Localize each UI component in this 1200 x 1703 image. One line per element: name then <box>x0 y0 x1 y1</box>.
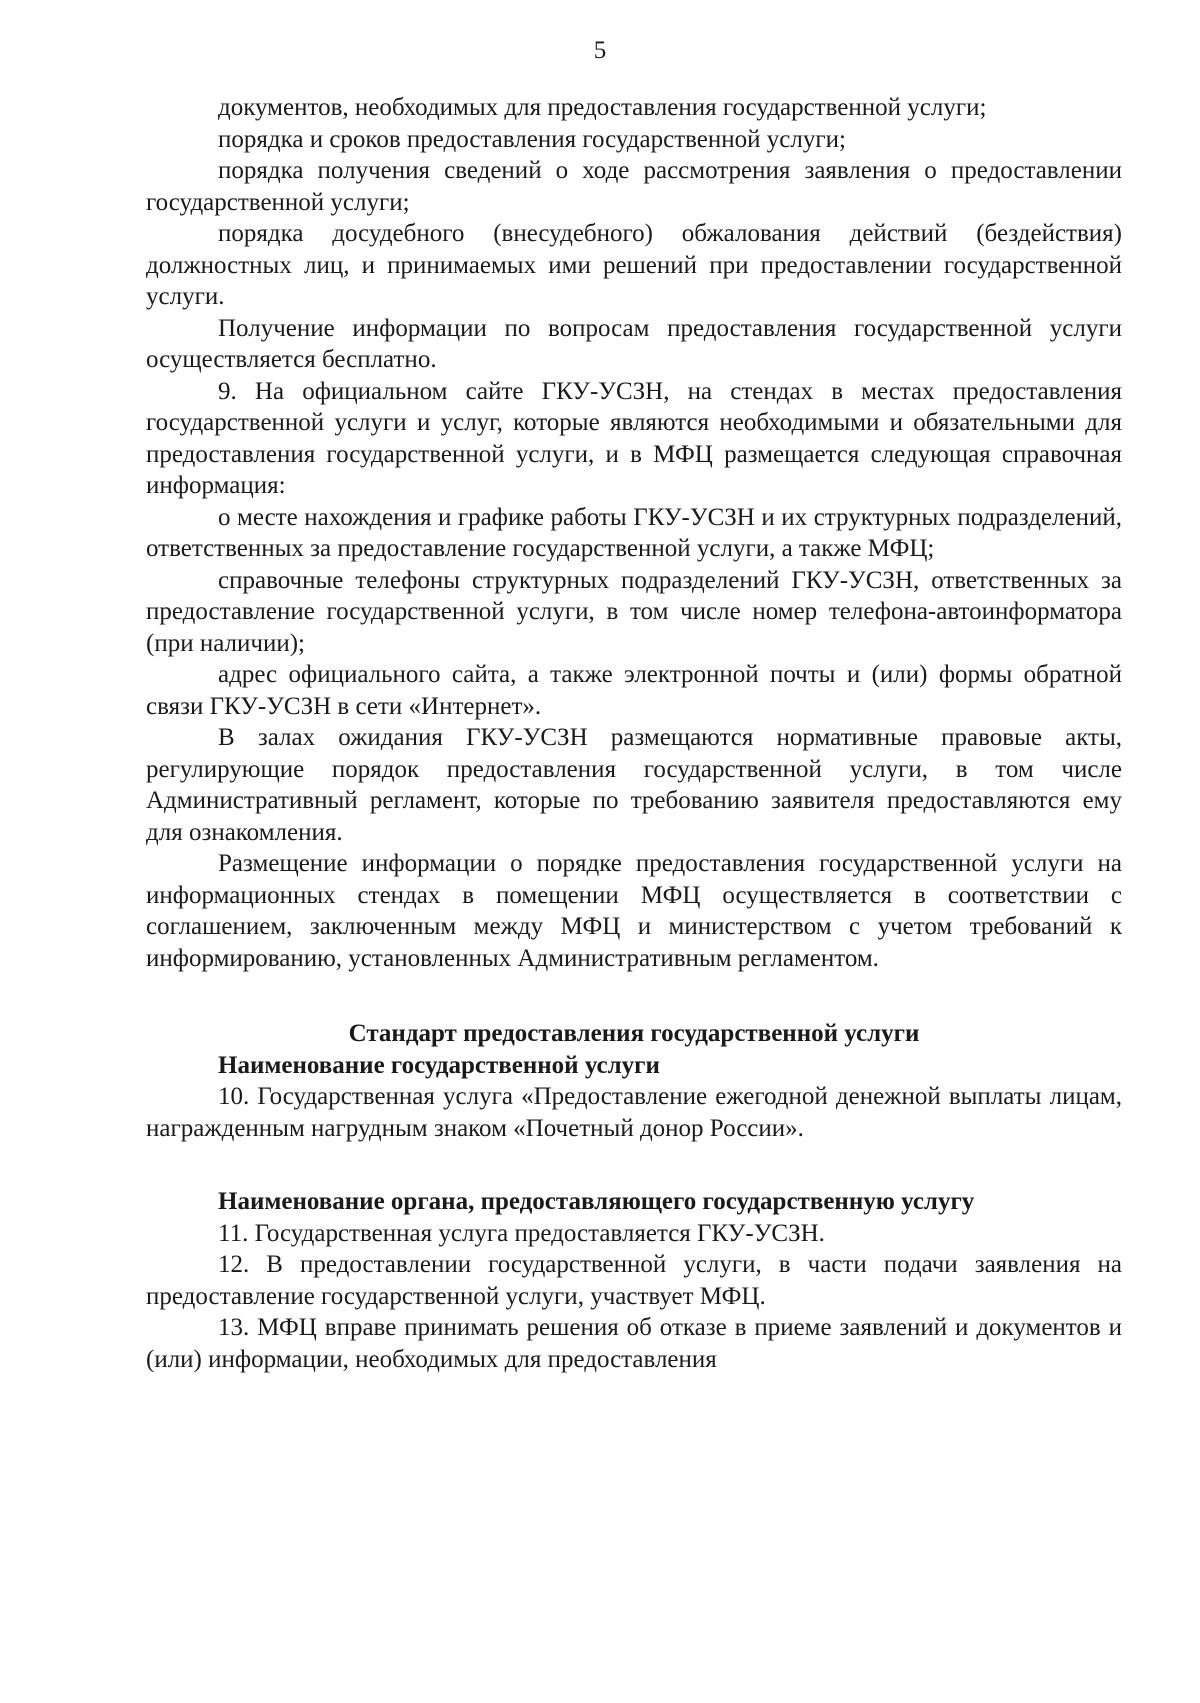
section-heading: Стандарт предоставления государственной услуги <box>348 1020 920 1047</box>
paragraph: справочные телефоны структурных подразделений ГКУ-УСЗН, ответственных за предоставление государственной услуги, в том числе номер телефона-автоинформатора (при наличии); <box>146 566 1122 657</box>
paragraph: порядка досудебного (внесудебного) обжалования действий (бездействия) должностных лиц, и принимаемых ими решений при предоставлении государственной услуги. <box>146 220 1122 310</box>
paragraph: 12. В предоставлении государственной услуги, в части подачи заявления на предоставление государственной услуги, участвует МФЦ. <box>146 1251 1122 1310</box>
paragraph: порядка и сроков предоставления государственной услуги; <box>218 125 846 153</box>
paragraph: В залах ожидания ГКУ-УСЗН размещаются нормативные правовые акты, регулирующие порядок предоставления государственной услуги, в том числе Административный регламент, которые по требованию заявителя предоставляются ему для ознакомления. <box>146 724 1122 846</box>
page-number: 5 <box>593 37 607 64</box>
paragraph: 10. Государственная услуга «Предоставление ежегодной денежной выплаты лицам, награжденным нагрудным знаком «Почетный донор России». <box>146 1083 1122 1142</box>
paragraph: адрес официального сайта, а также электронной почты и (или) формы обратной связи ГКУ-УСЗН в сети «Интернет». <box>146 661 1122 720</box>
paragraph: Получение информации по вопросам предоставления государственной услуги осуществляется бесплатно. <box>146 314 1122 373</box>
paragraph: порядка получения сведений о ходе рассмотрения заявления о предоставлении государственной услуги; <box>146 157 1122 216</box>
paragraph: Размещение информации о порядке предоставления государственной услуги на информационных стендах в помещении МФЦ осуществляется в соответствии с соглашением, заключенным между МФЦ и министерством с учетом требований к информированию, установленных Административным регламентом. <box>146 850 1122 972</box>
subsection-heading: Наименование государственной услуги <box>218 1051 660 1079</box>
paragraph: 11. Государственная услуга предоставляется ГКУ-УСЗН. <box>218 1219 825 1247</box>
page-content <box>146 92 1122 1375</box>
paragraph: о месте нахождения и графике работы ГКУ-УСЗН и их структурных подразделений, ответственных за предоставление государственной услуги, а также МФЦ; <box>146 503 1122 562</box>
paragraph: 9. На официальном сайте ГКУ-УСЗН, на стендах в местах предоставления государственной услуги и услуг, которые являются необходимыми и обязательными для предоставления государственной услуги, и в МФЦ размещается следующая справочная информация: <box>146 377 1122 499</box>
section-spacer <box>146 1144 1122 1186</box>
subsection-heading: Наименование органа, предоставляющего государственную услугу <box>218 1188 975 1215</box>
paragraph: 13. МФЦ вправе принимать решения об отказе в приеме заявлений и документов и (или) информации, необходимых для предоставления <box>146 1314 1122 1373</box>
section-spacer <box>146 974 1122 1018</box>
paragraph: документов, необходимых для предоставления государственной услуги; <box>218 94 987 121</box>
